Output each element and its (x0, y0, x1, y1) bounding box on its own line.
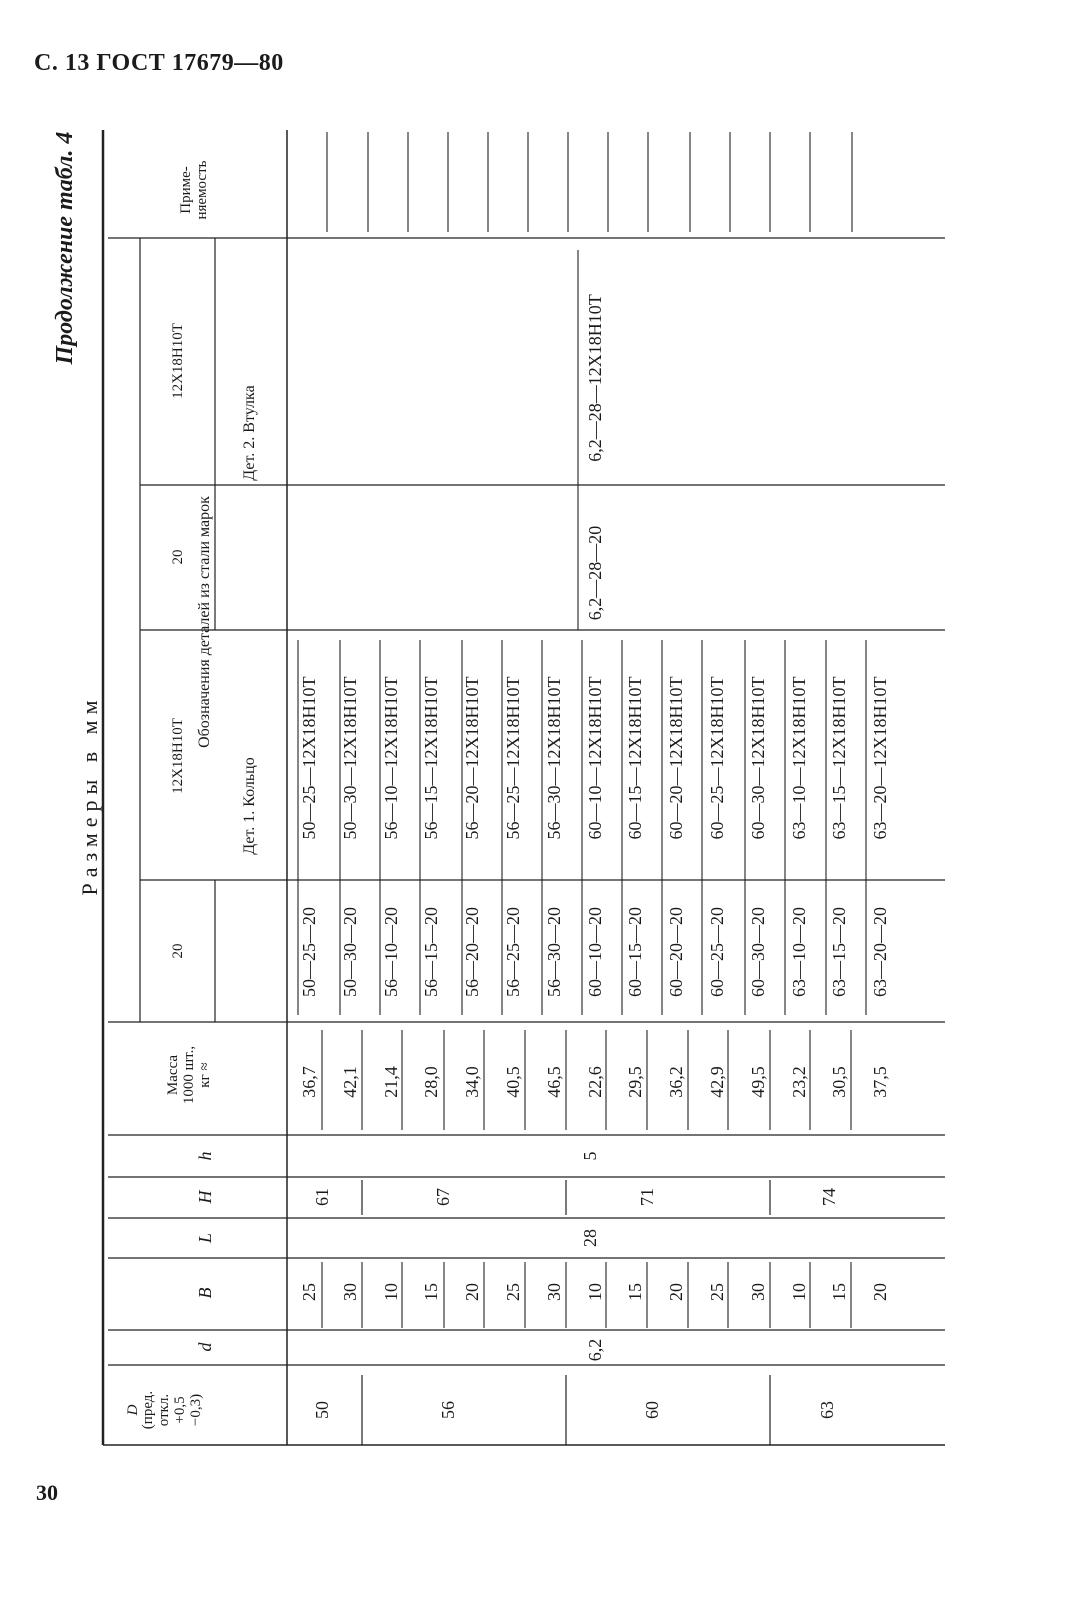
row-12-det1-12x: 60—30—12Х18Н10Т (747, 676, 768, 840)
row-12-B: 30 (747, 1283, 768, 1301)
row-7-det1-12x: 56—30—12Х18Н10Т (543, 676, 564, 840)
header-h: h (195, 1151, 215, 1161)
merged-H-4: 74 (819, 1188, 839, 1206)
page-number: 30 (36, 1480, 58, 1505)
row-10-mass: 36,2 (666, 1066, 687, 1098)
header-D-line-2: откл. (156, 1393, 173, 1427)
header-designation: Обозначения деталей из стали марок (196, 496, 213, 748)
row-2-B: 30 (339, 1283, 360, 1301)
continuation-title: Продолжение табл. 4 (52, 131, 78, 365)
row-12-mass: 49,5 (747, 1066, 768, 1098)
row-10-B: 20 (666, 1283, 687, 1301)
header-D-line-1: (пред. (140, 1390, 157, 1430)
row-15-mass: 37,5 (870, 1066, 891, 1098)
row-2-det1-20: 50—30—20 (339, 907, 360, 997)
header-mass-line-3: кг ≈ (196, 1062, 213, 1088)
header-det1-steel-20: 20 (170, 943, 186, 959)
row-14-mass: 30,5 (829, 1066, 850, 1098)
merged-H-3: 71 (637, 1188, 657, 1206)
header-applicability-line-1: Приме- (178, 166, 195, 214)
merged-d: 6,2 (585, 1338, 605, 1362)
row-5-det1-20: 56—20—20 (462, 907, 483, 997)
row-6-det1-12x: 56—25—12Х18Н10Т (503, 676, 523, 840)
row-13-det1-20: 63—10—20 (788, 907, 809, 997)
row-13-B: 10 (788, 1283, 809, 1301)
header-H: H (195, 1190, 215, 1204)
header-mass-line-1: Масса (165, 1054, 182, 1096)
row-8-det1-20: 60—10—20 (584, 907, 605, 997)
row-7-det1-20: 56—30—20 (543, 907, 564, 997)
row-4-det1-20: 56—15—20 (421, 907, 442, 997)
header-det2-steel-12x: 12Х18Н10Т (170, 323, 186, 399)
row-1-B: 25 (299, 1283, 319, 1301)
row-9-det1-12x: 60—15—12Х18Н10Т (625, 676, 646, 840)
row-14-det1-20: 63—15—20 (829, 907, 850, 997)
merged-L: 28 (580, 1229, 600, 1247)
merged-D-2: 56 (438, 1401, 458, 1419)
row-11-det1-12x: 60—25—12Х18Н10Т (707, 676, 727, 840)
header-det1: Дет. 1. Кольцо (241, 757, 258, 855)
header-applicability-line-2: няемость (194, 160, 210, 220)
row-5-det1-12x: 56—20—12Х18Н10Т (462, 676, 483, 840)
row-8-B: 10 (584, 1283, 605, 1301)
row-11-det1-20: 60—25—20 (707, 907, 727, 997)
row-13-mass: 23,2 (788, 1066, 809, 1098)
header-B: B (195, 1287, 215, 1299)
row-5-mass: 34,0 (462, 1066, 483, 1098)
row-1-det1-20: 50—25—20 (299, 907, 319, 997)
merged-h: 5 (580, 1151, 600, 1161)
row-13-det1-12x: 63—10—12Х18Н10Т (788, 676, 809, 840)
header-mass-line-2: 1000 шт., (181, 1045, 198, 1105)
header-det1-steel-12x: 12Х18Н10Т (170, 718, 186, 794)
row-4-B: 15 (421, 1283, 442, 1301)
header-det2: Дет. 2. Втулка (241, 385, 258, 481)
merged-D-1: 50 (312, 1401, 332, 1419)
row-14-det1-12x: 63—15—12Х18Н10Т (829, 676, 850, 840)
row-15-det1-20: 63—20—20 (870, 907, 891, 997)
row-14-B: 15 (829, 1283, 850, 1301)
row-3-mass: 21,4 (380, 1066, 401, 1098)
row-8-mass: 22,6 (584, 1066, 605, 1098)
row-6-mass: 40,5 (503, 1066, 523, 1098)
page-header: С. 13 ГОСТ 17679—80 (34, 50, 284, 76)
row-4-det1-12x: 56—15—12Х18Н10Т (421, 676, 442, 840)
row-3-det1-20: 56—10—20 (380, 907, 401, 997)
row-9-det1-20: 60—15—20 (625, 907, 646, 997)
header-mass (155, 1025, 225, 1125)
row-11-B: 25 (707, 1283, 727, 1301)
row-1-mass: 36,7 (299, 1066, 319, 1098)
row-3-det1-12x: 56—10—12Х18Н10Т (380, 676, 401, 840)
merged-H-1: 61 (312, 1188, 332, 1206)
merged-D-3: 60 (642, 1401, 662, 1419)
header-d: d (195, 1342, 215, 1352)
header-det2-steel-20: 20 (170, 549, 186, 565)
row-12-det1-20: 60—30—20 (747, 907, 768, 997)
dimensions-title: Размеры в мм (77, 694, 102, 896)
row-4-mass: 28,0 (421, 1066, 442, 1098)
row-6-det1-20: 56—25—20 (503, 907, 523, 997)
row-7-mass: 46,5 (543, 1066, 564, 1098)
header-L: L (195, 1233, 215, 1244)
row-7-B: 30 (543, 1283, 564, 1301)
row-3-B: 10 (380, 1283, 401, 1301)
row-11-mass: 42,9 (707, 1066, 727, 1098)
header-D-line-4: −0,3) (187, 1393, 204, 1427)
row-5-B: 20 (462, 1283, 483, 1301)
row-2-det1-12x: 50—30—12Х18Н10Т (339, 676, 360, 840)
header-D-symbol: D (124, 1404, 141, 1416)
row-10-det1-12x: 60—20—12Х18Н10Т (666, 676, 687, 840)
row-15-B: 20 (870, 1283, 891, 1301)
merged-D-4: 63 (817, 1401, 837, 1419)
header-applicability (170, 145, 220, 235)
row-8-det1-12x: 60—10—12Х18Н10Т (584, 676, 605, 840)
header-D-line-3: +0,5 (171, 1396, 188, 1424)
merged-H-2: 67 (433, 1188, 453, 1206)
det2-steel-20-value: 6,2—28—20 (585, 525, 605, 621)
row-15-det1-12x: 63—20—12Х18Н10Т (870, 676, 891, 840)
row-6-B: 25 (503, 1283, 523, 1301)
row-1-det1-12x: 50—25—12Х18Н10Т (299, 676, 319, 840)
row-2-mass: 42,1 (339, 1066, 360, 1098)
row-10-det1-20: 60—20—20 (666, 907, 687, 997)
header-D (115, 1360, 215, 1460)
row-9-mass: 29,5 (625, 1066, 646, 1098)
row-9-B: 15 (625, 1283, 646, 1301)
det2-steel-12x-value: 6,2—28—12Х18Н10Т (585, 294, 605, 462)
